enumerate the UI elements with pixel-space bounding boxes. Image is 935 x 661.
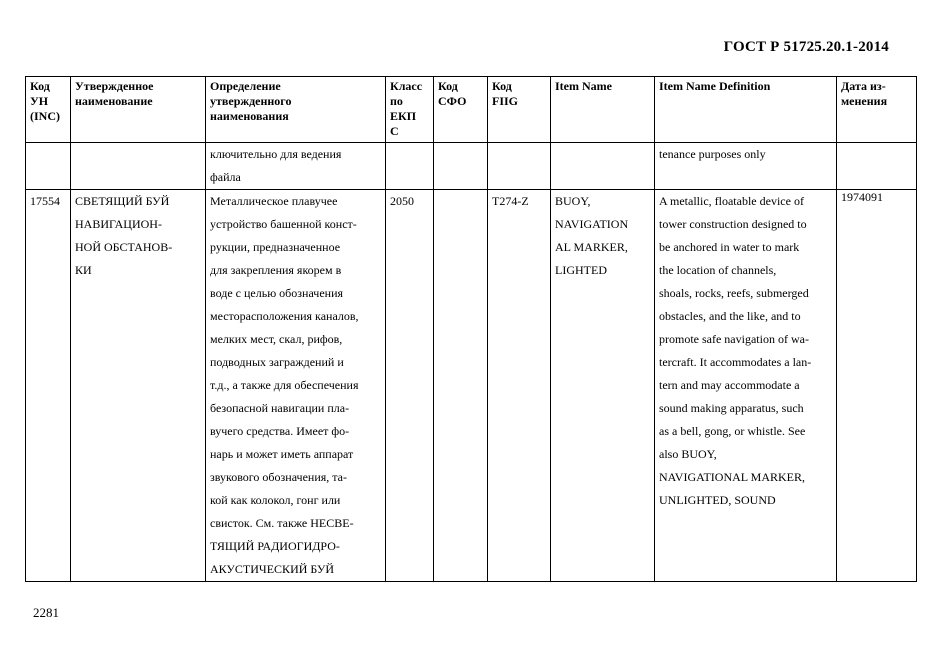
text-line: tern and may accommodate a [659,378,800,392]
cell-item-name [551,143,655,190]
text-line: A metallic, floatable device of [659,194,804,208]
text-line: наименование [75,94,153,108]
cell-item-name-definition [655,190,837,582]
text-line: AL MARKER, [555,240,628,254]
text-line: Утвержденное [75,79,154,93]
continuation-row [26,143,917,190]
text-line: НАВИГАЦИОН- [75,217,162,231]
cell-item-name [551,190,655,582]
text-line: свисток. См. также НЕСВЕ- [210,516,354,530]
text-line: безопасной навигации пла- [210,401,350,415]
text-line: tower construction designed to [659,217,807,231]
text-line: звукового обозначения, та- [210,470,347,484]
text-line: т.д., а также для обеспечения [210,378,359,392]
text-line: NAVIGATION [555,217,629,231]
cell-change-date: 1974091 [837,190,917,582]
page-number: 2281 [33,605,59,620]
text-line: наименования [210,109,289,123]
cell-fiig-code [488,143,551,190]
header-approved-name [71,77,206,143]
text-line: СФО [438,94,467,108]
text-line: файла [210,170,241,184]
text-line: С [390,124,399,138]
cell-ekps-class: 2050 [386,190,434,582]
text-line: the location of channels, [659,263,777,277]
text-line: утвержденного [210,94,292,108]
cell-definition [206,190,386,582]
header-sfo-code [434,77,488,143]
cell-sfo-code [434,190,488,582]
header-item-name-definition [655,77,837,143]
cell-item-name-definition [655,143,837,190]
cell-sfo-code [434,143,488,190]
header-row [26,77,917,143]
cell-approved-name [71,143,206,190]
text-line: shoals, rocks, reefs, submerged [659,286,809,300]
text-line: also BUOY, [659,447,717,461]
text-line: obstacles, and the like, and to [659,309,801,323]
text-line: Item Name Definition [659,79,771,93]
text-line: UNLIGHTED, SOUND [659,493,776,507]
cell-inc: 17554 [26,190,71,582]
text-line: Металлическое плавучее [210,194,338,208]
text-line: Класс [390,79,423,93]
text-line: УН [30,94,49,108]
text-line: вучего средства. Имеет фо- [210,424,350,438]
catalog-table [25,76,917,582]
text-line: КИ [75,263,92,277]
text-line: promote safe navigation of wa- [659,332,809,346]
text-line: Дата из- [841,79,886,93]
header-definition [206,77,386,143]
text-line: Item Name [555,79,612,93]
text-line: sound making apparatus, such [659,401,804,415]
text-line: (INC) [30,109,60,123]
header-inc [26,77,71,143]
header-change-date [837,77,917,143]
cell-approved-name [71,190,206,582]
text-line: для закрепления якорем в [210,263,342,277]
text-line: мелких мест, скал, рифов, [210,332,343,346]
text-line: Код [492,79,512,93]
text-line: рукции, предназначенное [210,240,341,254]
document-code: ГОСТ Р 51725.20.1-2014 [723,39,889,55]
text-line: tercraft. It accommodates a lan- [659,355,812,369]
cell-fiig-code: T274-Z [488,190,551,582]
text-line: LIGHTED [555,263,607,277]
text-line: по [390,94,403,108]
text-line: нарь и может иметь аппарат [210,447,354,461]
text-line: Код [438,79,458,93]
text-line: устройство башенной конст- [210,217,357,231]
text-line: менения [841,94,888,108]
text-line: FIIG [492,94,519,108]
header-ekps-class [386,77,434,143]
cell-definition [206,143,386,190]
text-line: ЕКП [390,109,417,123]
text-line: Код [30,79,50,93]
table-row [26,190,917,582]
text-line: НОЙ ОБСТАНОВ- [75,240,173,254]
text-line: be anchored in water to mark [659,240,800,254]
text-line: Определение [210,79,281,93]
text-line: кой как колокол, гонг или [210,493,341,507]
text-line: ключительно для ведения [210,147,342,161]
text-line: BUOY, [555,194,591,208]
text-line: СВЕТЯЩИЙ БУЙ [75,194,170,208]
text-line: NAVIGATIONAL MARKER, [659,470,805,484]
header-fiig-code [488,77,551,143]
header-item-name [551,77,655,143]
text-line: tenance purposes only [659,147,766,161]
text-line: as a bell, gong, or whistle. See [659,424,806,438]
text-line: АКУСТИЧЕСКИЙ БУЙ [210,562,335,576]
text-line: месторасположения каналов, [210,309,359,323]
cell-ekps-class [386,143,434,190]
text-line: ТЯЩИЙ РАДИОГИДРО- [210,539,340,553]
cell-inc [26,143,71,190]
text-line: воде с целью обозначения [210,286,344,300]
cell-change-date [837,143,917,190]
text-line: подводных заграждений и [210,355,344,369]
